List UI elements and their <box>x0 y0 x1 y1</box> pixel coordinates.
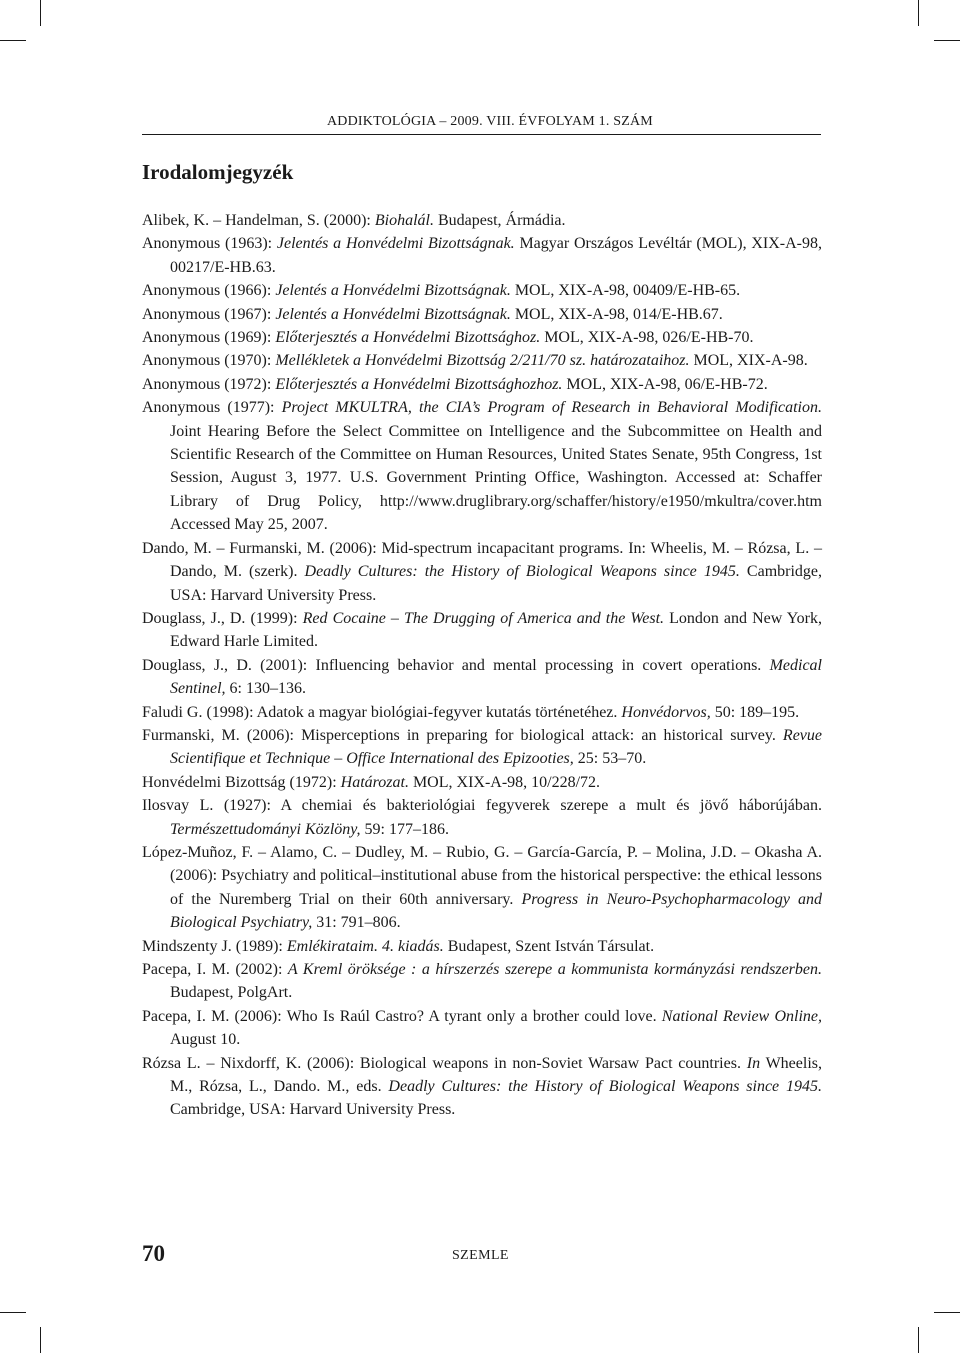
reference-text: Anonymous (1969): <box>142 329 276 347</box>
reference-title: A Kreml öröksége : a hírszerzés szerepe a kommunista kormányzási rendszerben. <box>287 961 823 978</box>
reference-text: Alibek, K. – Handelman, S. (2000): <box>142 212 375 229</box>
reference-text: MOL, XIX-A-98, 00409/E-HB-65. <box>510 282 741 300</box>
reference-text: Honvédelmi Bizottság (1972): <box>142 773 341 791</box>
reference-entry <box>142 607 822 654</box>
crop-mark-top-right-vertical <box>918 0 919 26</box>
reference-title: Előterjesztés a Honvédelmi Bizottsághozhoz. <box>275 375 563 393</box>
section-title: Irodalomjegyzék <box>142 160 294 184</box>
crop-mark-bottom-left-horizontal <box>0 1312 26 1313</box>
reference-entry <box>142 326 822 349</box>
reference-title: Biohalál. <box>374 212 434 229</box>
reference-title: Határozat. <box>340 773 409 791</box>
reference-entry <box>142 841 822 935</box>
reference-text: London and New York, Edward Harle Limited. <box>170 609 823 651</box>
reference-entry <box>142 373 822 396</box>
crop-mark-top-left-vertical <box>40 0 41 26</box>
reference-title: Deadly Cultures: the History of Biological Weapons since 1945. <box>304 563 740 581</box>
reference-entry <box>142 232 822 279</box>
reference-title: Medical Sentinel, <box>170 656 822 698</box>
reference-text: Anonymous (1977): <box>142 399 282 417</box>
reference-text: Douglass, J., D. (1999): <box>142 609 303 627</box>
reference-text: Anonymous (1972): <box>142 375 276 393</box>
reference-entry <box>142 209 822 232</box>
reference-title: In <box>746 1054 761 1072</box>
reference-entry <box>142 349 822 372</box>
reference-text: MOL, XIX-A-98, 026/E-HB-70. <box>540 329 754 347</box>
reference-text: 25: 53–70. <box>573 750 647 768</box>
reference-text: Anonymous (1966): <box>142 282 276 300</box>
reference-entry <box>142 1052 822 1122</box>
reference-entry <box>142 958 822 1005</box>
reference-title: Revue Scientifique et Technique – Office International des Epizooties, <box>170 726 822 768</box>
reference-entry <box>142 794 822 841</box>
reference-entry <box>142 701 822 724</box>
reference-list <box>142 209 822 1122</box>
crop-mark-bottom-right-vertical <box>918 1327 919 1353</box>
reference-text: MOL, XIX-A-98, 06/E-HB-72. <box>562 375 768 393</box>
reference-text: Cambridge, USA: Harvard University Press. <box>170 563 823 604</box>
reference-entry <box>142 654 822 701</box>
reference-text: Cambridge, USA: Harvard University Press. <box>170 1101 456 1119</box>
crop-mark-top-left-horizontal <box>0 40 26 41</box>
reference-text: Pacepa, I. M. (2002): <box>142 961 288 978</box>
reference-entry <box>142 537 822 607</box>
reference-text: Pacepa, I. M. (2006): Who Is Raúl Castro? A tyrant only a brother could love. <box>142 1007 662 1025</box>
header-rule <box>142 134 821 135</box>
reference-text: Mindszenty J. (1989): <box>142 937 287 955</box>
crop-mark-bottom-left-vertical <box>40 1327 41 1353</box>
crop-mark-top-right-horizontal <box>934 40 960 41</box>
reference-title: Red Cocaine – The Drugging of America and the West. <box>302 609 665 627</box>
reference-title: Progress in Neuro-Psychopharmacology and Biological Psychiatry, <box>170 890 823 932</box>
reference-entry <box>142 1005 822 1052</box>
reference-text: MOL, XIX-A-98, 014/E-HB.67. <box>510 305 723 323</box>
reference-title: Mellékletek a Honvédelmi Bizottság 2/211/70 sz. határozataihoz. <box>275 352 690 370</box>
reference-text: Douglass, J., D. (2001): Influencing behavior and mental processing in covert operations. <box>142 656 770 674</box>
reference-title: Előterjesztés a Honvédelmi Bizottsághoz. <box>275 329 541 347</box>
reference-title: National Review Online, <box>661 1007 823 1025</box>
reference-text: Faludi G. (1998): Adatok a magyar biológiai-fegyver kutatás történetéhez. <box>142 703 622 721</box>
reference-text: Budapest, PolgArt. <box>170 984 293 1002</box>
reference-text: Furmanski, M. (2006): Misperceptions in preparing for biological attack: an historical survey. <box>142 726 783 744</box>
reference-entry <box>142 771 822 794</box>
reference-entry <box>142 935 822 958</box>
reference-text: Anonymous (1967): <box>142 305 276 323</box>
footer-label: SZEMLE <box>452 1248 509 1263</box>
reference-text: Rózsa L. – Nixdorff, K. (2006): Biological weapons in non-Soviet Warsaw Pact countries. <box>142 1054 747 1072</box>
reference-text: Wheelis, M., Rózsa, L., Dando. M., eds. <box>170 1054 822 1096</box>
reference-title: Jelentés a Honvédelmi Bizottságnak. <box>275 282 511 300</box>
reference-text: Budapest, Szent István Társulat. <box>443 937 655 955</box>
reference-text: MOL, XIX-A-98, 10/228/72. <box>408 773 601 791</box>
reference-entry <box>142 279 822 302</box>
page-number: 70 <box>142 1241 165 1266</box>
reference-text: Budapest, Ármádia. <box>433 212 566 229</box>
reference-text: Anonymous (1970): <box>142 352 276 370</box>
reference-text: Dando, M. – Furmanski, M. (2006): Mid-spectrum incapacitant programs. In: Wheelis, M. – Rózsa, L. – Dando, M. (szerk). <box>142 539 822 581</box>
reference-text: Joint Hearing Before the Select Committee on Intelligence and the Subcommittee on Health and Scientific Research of the Committee on Human Resources, United States Senate, 95th Congress, 1st Session, August 3, 1977. U.S. Government Printing Office, Washington. Accessed at: Schaffer Library of Drug Policy, http://www.druglibrary.org/schaffer/history/e1950/mkultra/cover.htm Accessed May 25, 2007. <box>170 422 822 534</box>
reference-text: 6: 130–136. <box>225 680 306 698</box>
reference-title: Emlékirataim. 4. kiadás. <box>286 937 444 955</box>
reference-text: López-Muñoz, F. – Alamo, C. – Dudley, M. – Rubio, G. – García-García, P. – Molina, J.D. – Okasha A. (2006): Psychiatry and political–institutional abuse from the historical perspective: the ethical lessons of the Nuremberg Trial on their 60th anniversary. <box>142 843 822 908</box>
reference-title: Természettudományi Közlöny, <box>170 820 361 838</box>
reference-entry <box>142 396 822 536</box>
running-head: ADDIKTOLÓGIA – 2009. VIII. ÉVFOLYAM 1. SZÁM <box>327 114 653 129</box>
reference-text: Anonymous (1963): <box>142 235 277 253</box>
reference-title: Jelentés a Honvédelmi Bizottságnak. <box>275 305 511 323</box>
reference-text: Ilosvay L. (1927): A chemiai és bakteriológiai fegyverek szerepe a mult és jövő háborújában. <box>142 797 822 815</box>
reference-title: Deadly Cultures: the History of Biological Weapons since 1945. <box>388 1078 822 1096</box>
reference-text: August 10. <box>170 1031 241 1049</box>
reference-title: Jelentés a Honvédelmi Bizottságnak. <box>276 235 515 253</box>
crop-mark-bottom-right-horizontal <box>934 1312 960 1313</box>
reference-text: 31: 791–806. <box>312 914 401 932</box>
reference-text: MOL, XIX-A-98. <box>689 352 808 370</box>
reference-text: 50: 189–195. <box>710 703 800 721</box>
reference-entry <box>142 724 822 771</box>
reference-entry <box>142 303 822 326</box>
reference-title: Honvédorvos, <box>621 703 711 721</box>
reference-text: 59: 177–186. <box>360 820 449 838</box>
reference-title: Project MKULTRA, the CIA’s Program of Research in Behavioral Modification. <box>281 399 823 417</box>
reference-text: Magyar Országos Levéltár (MOL), XIX-A-98, 00217/E-HB.63. <box>170 235 823 276</box>
